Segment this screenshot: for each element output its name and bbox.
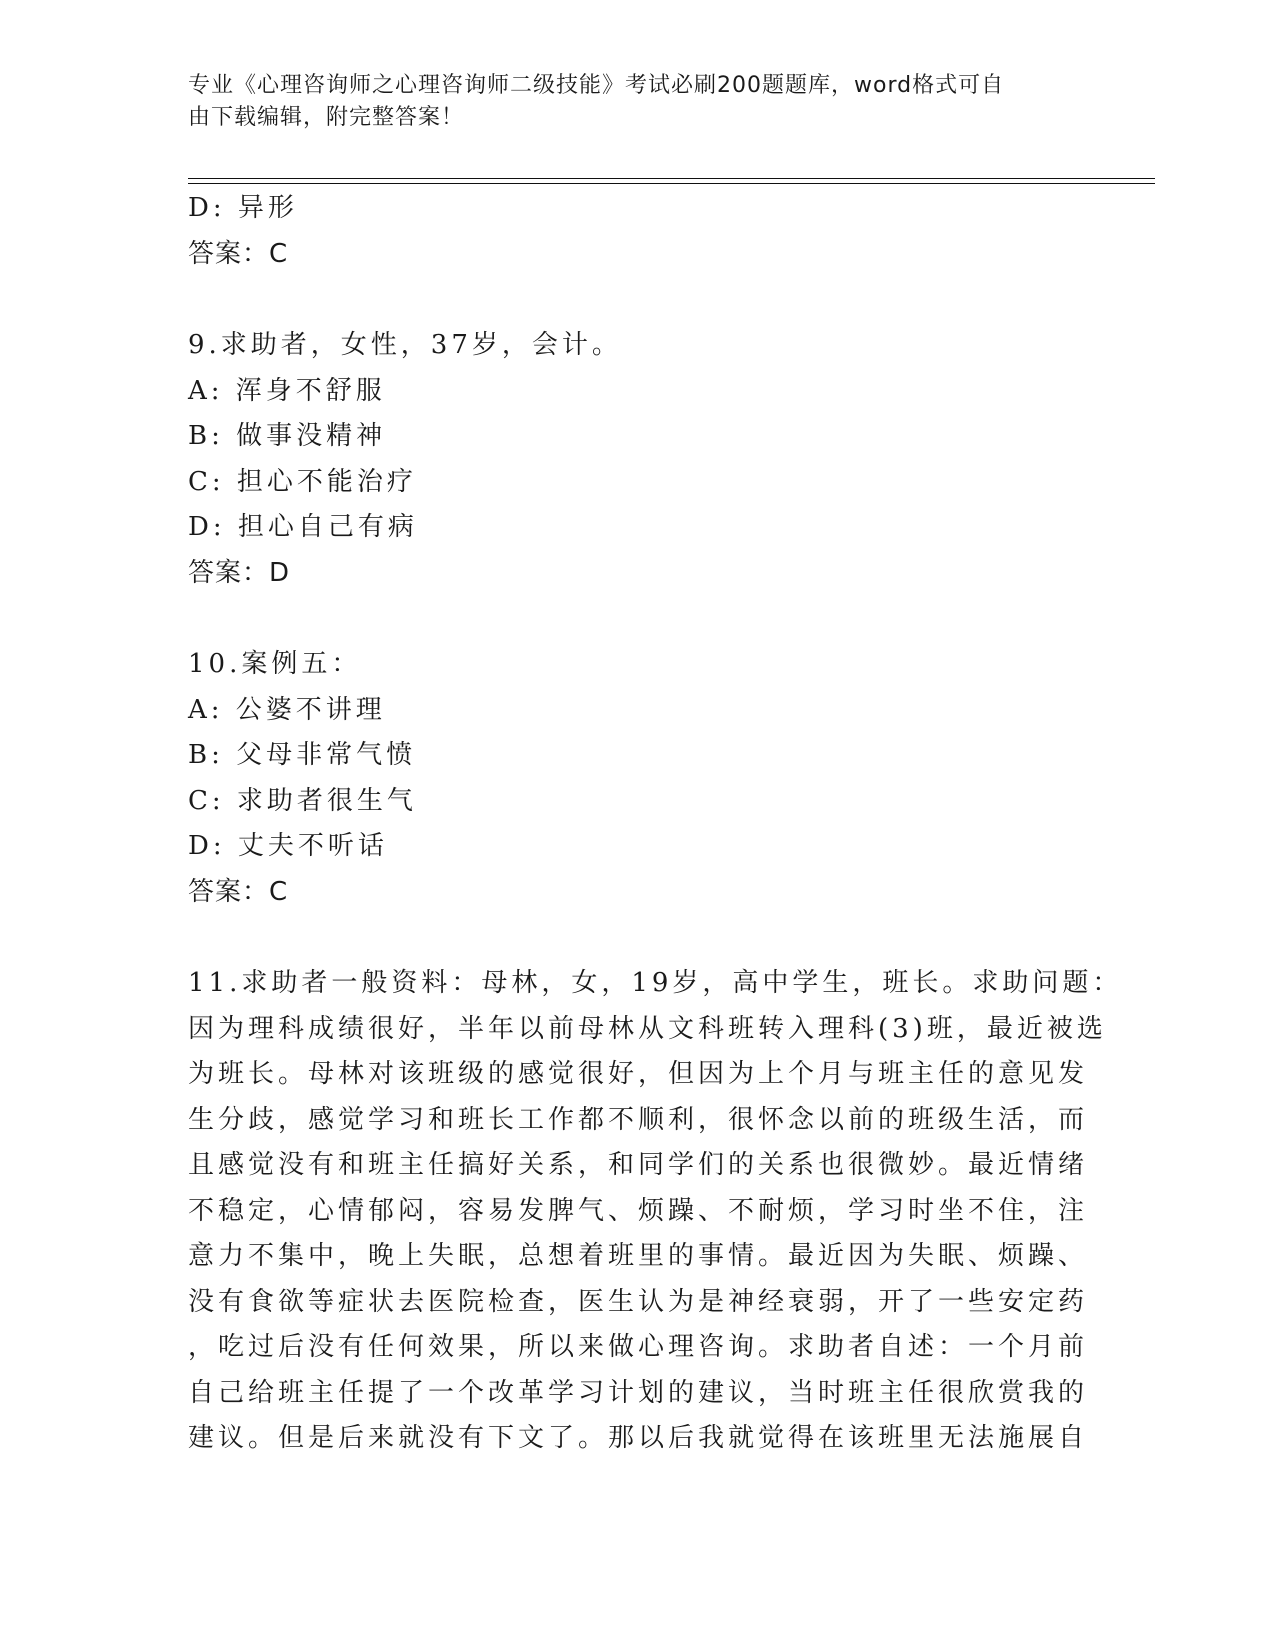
q11-line: ，吃过后没有任何效果，所以来做心理咨询。求助者自述：一个月前	[188, 1332, 1089, 1362]
q10-option-c: C: 求助者很生气	[188, 785, 417, 816]
question-8-block	[188, 186, 1088, 277]
q9-option-a: A: 浑身不舒服	[188, 375, 386, 406]
q10-question: 10.案例五：	[188, 649, 362, 679]
q8-option-d: D: 异形	[188, 193, 298, 223]
header-line-2: 由下载编辑，附完整答案！	[188, 105, 465, 130]
q9-option-c: C: 担心不能治疗	[188, 466, 417, 497]
q11-line: 自己给班主任提了一个改革学习计划的建议，当时班主任很欣赏我的	[188, 1377, 1089, 1408]
header-rule-bottom	[188, 183, 1155, 184]
q10-option-d: D: 丈夫不听话	[188, 831, 388, 861]
header-line-1: 专业《心理咨询师之心理咨询师二级技能》考试必刷200题题库，word格式可自	[188, 73, 1005, 98]
question-9-block	[188, 323, 1088, 596]
q10-answer: 答案：C	[188, 876, 289, 907]
spacer	[188, 277, 1088, 323]
q9-answer: 答案：D	[188, 557, 291, 588]
q9-question: 9.求助者，女性，37岁，会计。	[188, 330, 622, 360]
header-rule-top	[188, 178, 1155, 179]
q11-line: 不稳定，心情郁闷，容易发脾气、烦躁、不耐烦，学习时坐不住，注	[188, 1195, 1089, 1226]
q10-option-a: A: 公婆不讲理	[188, 694, 386, 725]
document-body	[188, 186, 1123, 1462]
document-header	[188, 70, 1088, 134]
q11-line: 为班长。母林对该班级的感觉很好，但因为上个月与班主任的意见发	[188, 1059, 1089, 1089]
q9-option-b: B: 做事没精神	[188, 421, 387, 451]
q11-line: 建议。但是后来就没有下文了。那以后我就觉得在该班里无法施展自	[188, 1423, 1089, 1453]
question-10-block	[188, 642, 1088, 915]
q11-line: 没有食欲等症状去医院检查，医生认为是神经衰弱，开了一些安定药	[188, 1286, 1089, 1317]
q8-answer: 答案：C	[188, 238, 289, 269]
spacer	[188, 596, 1088, 642]
spacer	[188, 915, 1088, 961]
q9-option-d: D: 担心自己有病	[188, 512, 418, 542]
q11-line: 生分歧，感觉学习和班长工作都不顺利，很怀念以前的班级生活，而	[188, 1104, 1089, 1135]
q11-line: 意力不集中，晚上失眠，总想着班里的事情。最近因为失眠、烦躁、	[188, 1241, 1089, 1271]
q11-line: 11.求助者一般资料：母林，女，19岁，高中学生，班长。求助问题：	[188, 968, 1123, 998]
question-11-block	[188, 961, 1123, 1462]
q11-line: 且感觉没有和班主任搞好关系，和同学们的关系也很微妙。最近情绪	[188, 1150, 1089, 1180]
q11-line: 因为理科成绩很好，半年以前母林从文科班转入理科(3)班，最近被选	[188, 1013, 1107, 1044]
q10-option-b: B: 父母非常气愤	[188, 740, 417, 770]
